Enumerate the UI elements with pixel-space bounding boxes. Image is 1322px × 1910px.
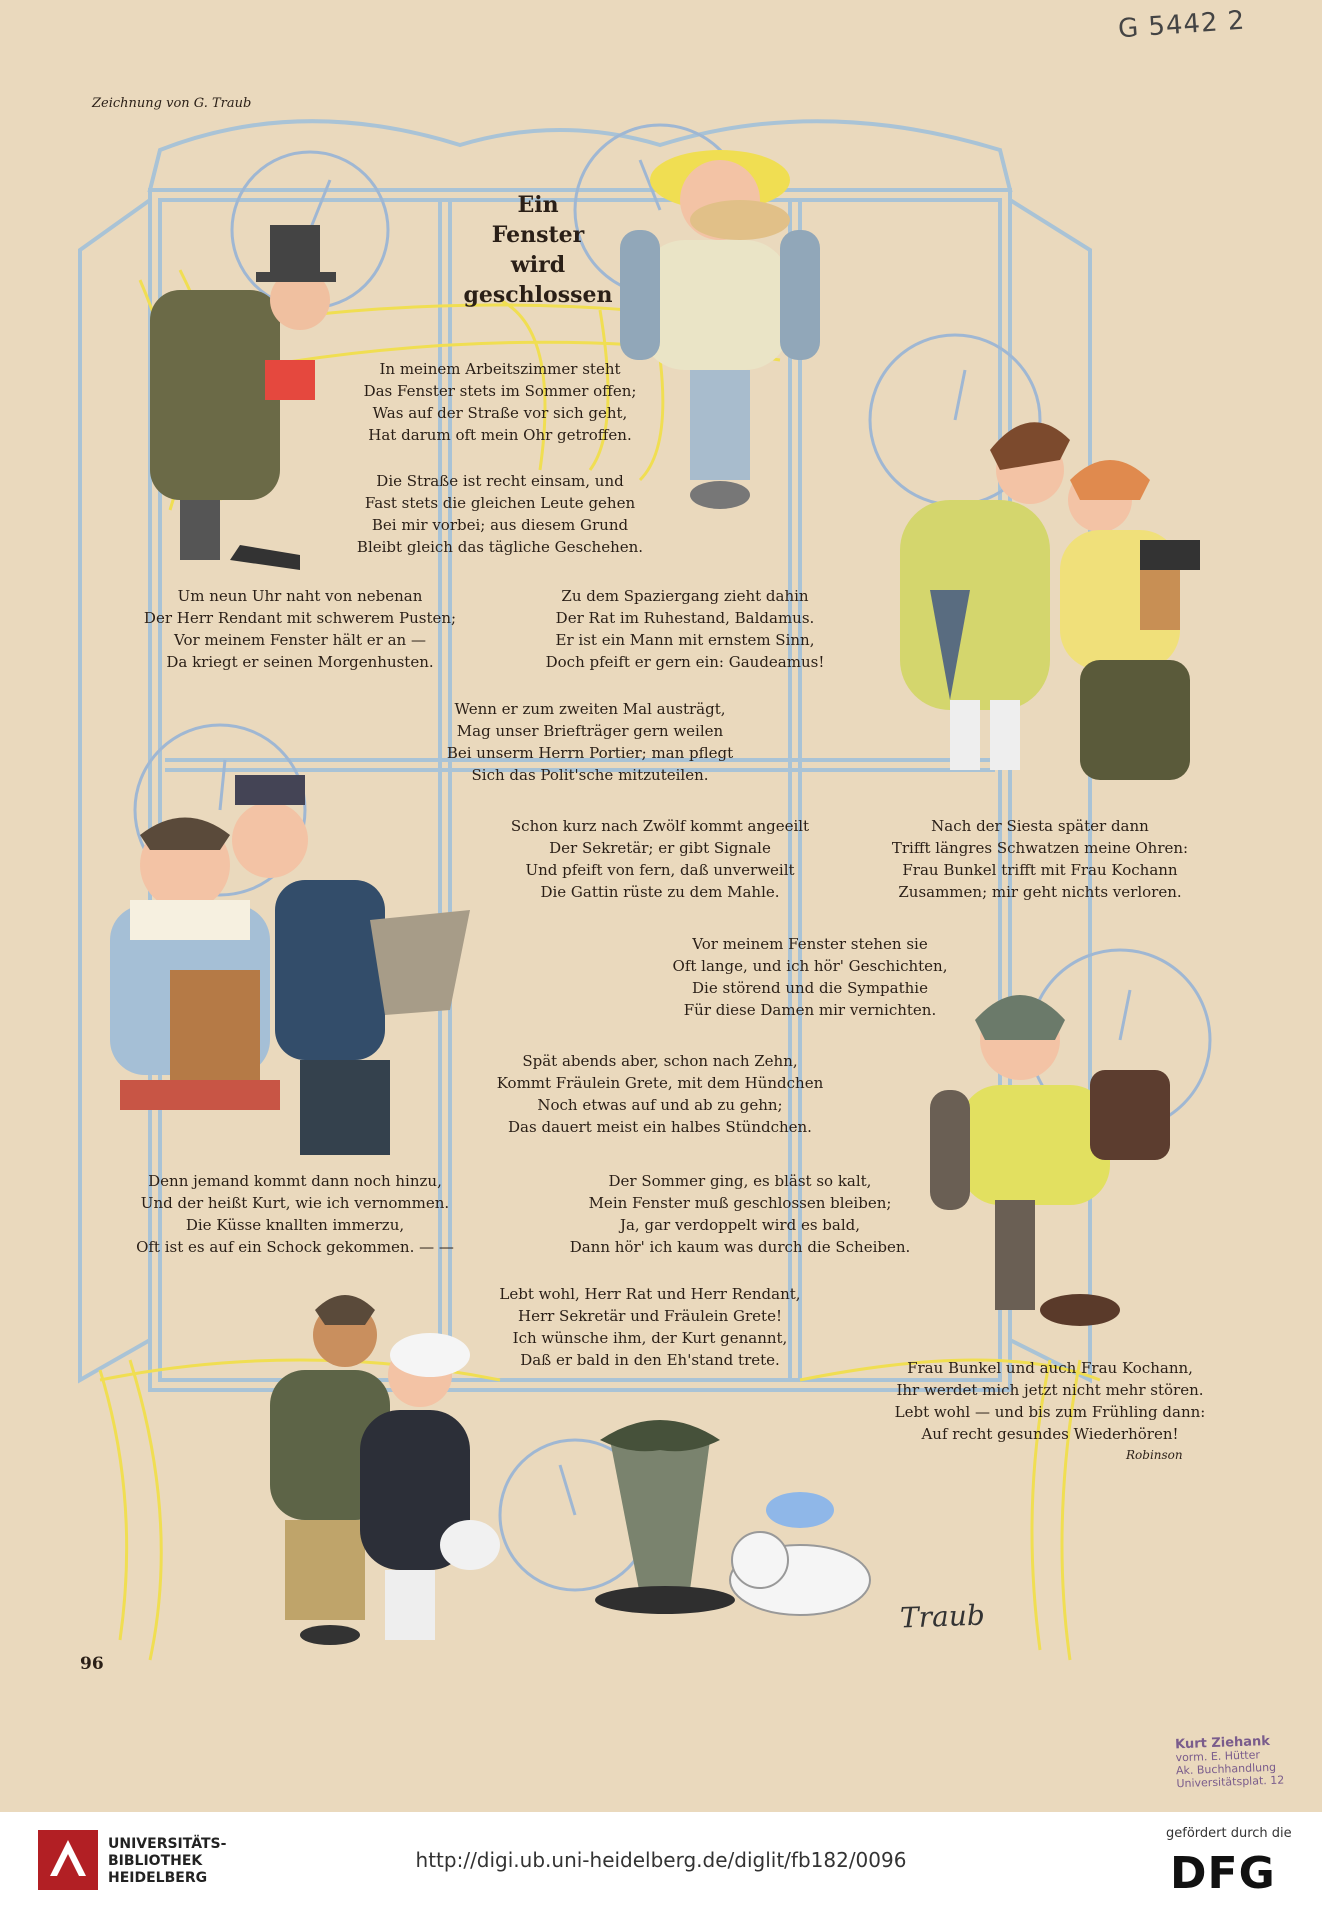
poem-line: Und pfeift von fern, daß unverweilt: [525, 861, 795, 879]
figure-frau-kochann: [1060, 460, 1200, 780]
poem-stanza-1: [340, 358, 660, 446]
poem-line: Dann hör' ich kaum was durch die Scheiben.: [569, 1238, 911, 1256]
poem-line: Fast stets die gleichen Leute gehen: [364, 494, 636, 512]
poem-line: Die Straße ist recht einsam, und: [376, 472, 624, 490]
poem-line: Ihr werdet mich jetzt nicht mehr stören.: [896, 1381, 1204, 1399]
poem-stanza-2: [340, 470, 660, 558]
poem-line: Was auf der Straße vor sich geht,: [372, 404, 628, 422]
poem-line: Das dauert meist ein halbes Stündchen.: [508, 1118, 812, 1136]
tree-icon: [595, 1420, 735, 1614]
poem-title: [458, 190, 618, 310]
poem-line: Wenn er zum zweiten Mal austrägt,: [454, 700, 726, 718]
poem-line: Bei mir vorbei; aus diesem Grund: [371, 516, 629, 534]
poem-title-line: Ein: [517, 192, 559, 218]
poem-line: Ja, gar verdoppelt wird es bald,: [619, 1216, 861, 1234]
poem-stanza-3: [100, 585, 500, 673]
poem-line: Frau Bunkel trifft mit Frau Kochann: [902, 861, 1178, 879]
poem-line: Oft ist es auf ein Schock gekommen. — —: [136, 1238, 454, 1256]
figure-rendant: [150, 225, 336, 570]
artist-signature: Traub: [899, 1598, 986, 1635]
poem-stanza-5: [420, 698, 760, 786]
stamp-line: Kurt Ziehank: [1174, 1734, 1271, 1753]
poem-line: Zusammen; mir geht nichts verloren.: [898, 883, 1182, 901]
archive-shelfmark-note: G 5442 2: [1117, 5, 1247, 45]
poem-line: Um neun Uhr naht von nebenan: [177, 587, 423, 605]
permalink-url[interactable]: http://digi.ub.uni-heidelberg.de/diglit/fb182/0096: [415, 1848, 907, 1872]
figure-sekretaer: [930, 995, 1170, 1326]
poem-title-line: Fenster: [491, 222, 585, 248]
poem-line: Lebt wohl, Herr Rat und Herr Rendant,: [499, 1285, 801, 1303]
poem-line: Vor meinem Fenster stehen sie: [692, 935, 928, 953]
poem-line: Nach der Siesta später dann: [931, 817, 1149, 835]
poem-line: Das Fenster stets im Sommer offen;: [363, 382, 637, 400]
poem-stanza-7: [860, 815, 1220, 903]
poem-line: Denn jemand kommt dann noch hinzu,: [148, 1172, 442, 1190]
poem-line: Da kriegt er seinen Morgenhusten.: [166, 653, 434, 671]
poem-line: Daß er bald in den Eh'stand trete.: [520, 1351, 780, 1369]
library-name-line: UNIVERSITÄTS-: [108, 1836, 227, 1852]
figure-frau-bunkel: [900, 422, 1070, 770]
poem-line: Herr Sekretär und Fräulein Grete!: [517, 1307, 782, 1325]
poem-line: Mein Fenster muß geschlossen bleiben;: [588, 1194, 892, 1212]
poem-line: Der Sommer ging, es bläst so kalt,: [608, 1172, 872, 1190]
poem-line: Und der heißt Kurt, wie ich vernommen.: [140, 1194, 450, 1212]
page-number: 96: [80, 1654, 104, 1674]
poem-title-line: geschlossen: [463, 282, 613, 308]
bookseller-stamp: [1175, 1734, 1309, 1805]
poem-line: Der Herr Rendant mit schwerem Pusten;: [143, 609, 457, 627]
poem-stanza-12: [470, 1283, 830, 1371]
poem-author: Robinson: [1126, 1448, 1183, 1462]
poem-stanza-11: [540, 1170, 940, 1258]
poem-line: Frau Bunkel und auch Frau Kochann,: [907, 1359, 1193, 1377]
library-name-line: HEIDELBERG: [108, 1870, 208, 1886]
poem-stanza-8: [640, 933, 980, 1021]
poem-line: Trifft längres Schwatzen meine Ohren:: [891, 839, 1189, 857]
stamp-line: Ak. Buchhandlung: [1175, 1760, 1277, 1778]
poem-line: Bleibt gleich das tägliche Geschehen.: [356, 538, 644, 556]
poem-line: Der Sekretär; er gibt Signale: [549, 839, 771, 857]
poem-line: Doch pfeift er gern ein: Gaudeamus!: [545, 653, 825, 671]
poem-line: Spät abends aber, schon nach Zehn,: [522, 1052, 798, 1070]
poem-line: Hat darum oft mein Ohr getroffen.: [368, 426, 632, 444]
poem-line: Lebt wohl — und bis zum Frühling dann:: [894, 1403, 1206, 1421]
poem-line: Oft lange, und ich hör' Geschichten,: [672, 957, 948, 975]
stamp-line: vorm. E. Hütter: [1175, 1748, 1261, 1765]
dfg-logo-icon: DFG: [1170, 1848, 1276, 1899]
poem-line: Auf recht gesundes Wiederhören!: [921, 1425, 1179, 1443]
poem-line: Zu dem Spaziergang zieht dahin: [561, 587, 809, 605]
poem-stanza-10: [90, 1170, 500, 1258]
poem-line: Bei unserm Herrn Portier; man pflegt: [446, 744, 734, 762]
poem-line: Ich wünsche ihm, der Kurt genannt,: [512, 1329, 788, 1347]
poem-line: Kommt Fräulein Grete, mit dem Hündchen: [496, 1074, 824, 1092]
poem-line: Schon kurz nach Zwölf kommt angeeilt: [510, 817, 810, 835]
poem-title-line: wird: [510, 252, 566, 278]
figure-dog: [730, 1492, 870, 1615]
viewer-footer: [0, 1812, 1322, 1910]
poem-stanza-4: [510, 585, 860, 673]
stamp-line: Universitätsplat. 12: [1176, 1773, 1285, 1791]
poem-line: Sich das Polit'sche mitzuteilen.: [471, 766, 709, 784]
poem-line: Mag unser Briefträger gern weilen: [456, 722, 724, 740]
poem-stanza-9: [480, 1050, 840, 1138]
poem-line: Die störend und die Sympathie: [692, 979, 928, 997]
poem-line: Noch etwas auf und ab zu gehn;: [537, 1096, 783, 1114]
poem-line: In meinem Arbeitszimmer steht: [379, 360, 621, 378]
poem-stanza-6: [480, 815, 840, 903]
poem-line: Vor meinem Fenster hält er an —: [174, 631, 426, 649]
poem-line: Die Küsse knallten immerzu,: [185, 1216, 405, 1234]
poem-line: Die Gattin rüste zu dem Mahle.: [540, 883, 780, 901]
poem-line: Er ist ein Mann mit ernstem Sinn,: [555, 631, 815, 649]
illustration-credit: Zeichnung von G. Traub: [92, 96, 252, 111]
library-name-line: BIBLIOTHEK: [108, 1853, 203, 1869]
poem-line: Für diese Damen mir vernichten.: [683, 1001, 937, 1019]
poem-stanza-13: [860, 1357, 1240, 1445]
funding-label: gefördert durch die: [1166, 1826, 1292, 1841]
poem-line: Der Rat im Ruhestand, Baldamus.: [555, 609, 815, 627]
